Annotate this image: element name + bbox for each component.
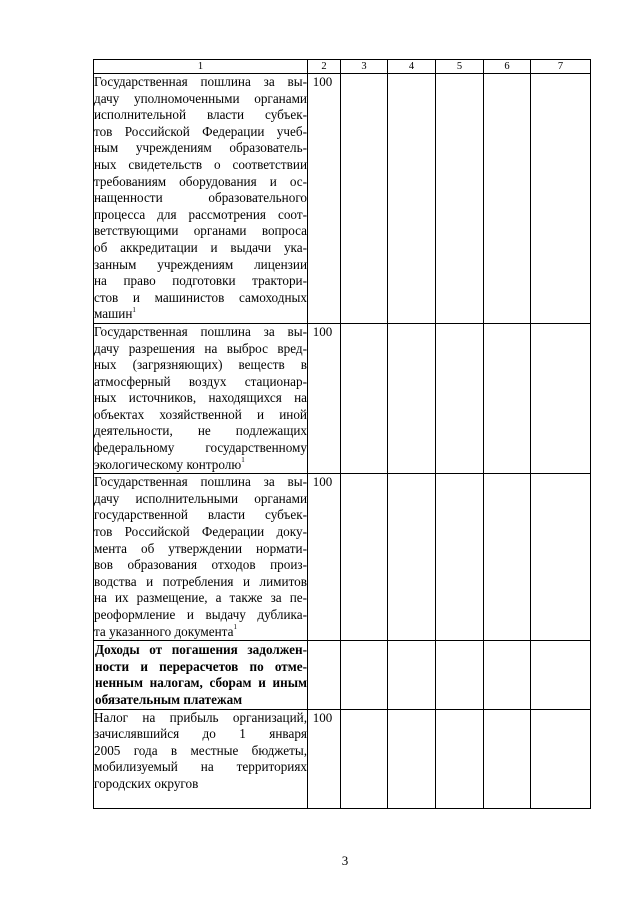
empty-cell-col-7: [531, 641, 591, 709]
description-line: обязательным платежам: [95, 692, 243, 708]
description-line: ветствующими органами вопроса: [94, 223, 307, 239]
description-line: мобилизуемый на территориях: [94, 759, 307, 775]
empty-cell-col-5: [436, 709, 484, 808]
description-line: машин$^1$: [94, 305, 136, 322]
description-line: Доходы от погашения задолжен-: [95, 642, 307, 658]
empty-cell-col-4: [388, 74, 436, 324]
empty-cell-col-4: [388, 641, 436, 709]
empty-cell-col-5: [436, 641, 484, 709]
footnote-marker: 1: [132, 305, 136, 314]
empty-cell-col-4: [388, 323, 436, 473]
empty-cell-col-5: [436, 474, 484, 641]
column-2-value: 100: [308, 709, 341, 808]
description-line: Государственная пошлина за вы-: [94, 474, 307, 490]
empty-cell-col-4: [388, 709, 436, 808]
column-header-2: 2: [308, 60, 341, 74]
description-line: ных источников, находящихся на: [94, 390, 307, 406]
description-line: нащенности образовательного: [94, 190, 307, 206]
empty-cell-col-6: [484, 74, 531, 324]
column-header-3: 3: [341, 60, 388, 74]
description-line: мента об утверждении нормати-: [94, 540, 307, 556]
description-line: тов Российской Федерации доку-: [94, 524, 307, 540]
description-line: исполнительной власти субъек-: [94, 107, 307, 123]
table-row: [94, 323, 591, 473]
description-line: требованиям оборудования и ос-: [94, 173, 307, 189]
empty-cell-col-6: [484, 323, 531, 473]
empty-cell-col-3: [341, 74, 388, 324]
column-header-7: 7: [531, 60, 591, 74]
description-line: городских округов: [94, 776, 199, 791]
description-line: федеральному государственному: [94, 440, 307, 456]
description-line: Налог на прибыль организаций,: [94, 709, 307, 725]
column-2-value: 100: [308, 323, 341, 473]
empty-cell-col-6: [484, 709, 531, 808]
empty-cell-col-7: [531, 74, 591, 324]
description-line: зачислявшийся до 1 января: [94, 726, 307, 742]
description-line: объектах хозяйственной и иной: [94, 406, 307, 422]
empty-cell-col-5: [436, 323, 484, 473]
empty-cell-col-7: [531, 709, 591, 808]
description-line: Государственная пошлина за вы-: [94, 74, 307, 89]
empty-cell-col-7: [531, 323, 591, 473]
page-number: 3: [341, 853, 349, 868]
description-line: Государственная пошлина за вы-: [94, 323, 307, 339]
footnote-marker: 1: [233, 623, 237, 632]
header-row: [94, 60, 591, 74]
description-line: вов образования отходов произ-: [94, 557, 307, 573]
description-line: ных свидетельств о соответствии: [94, 156, 307, 172]
description-line: дачу исполнительными органами: [94, 490, 307, 506]
column-header-6: 6: [484, 60, 531, 74]
description-line: на право подготовки трактори-: [94, 273, 307, 289]
column-2-value: [308, 641, 341, 709]
description-line: государственной власти субъек-: [94, 507, 307, 523]
table-row: [94, 474, 591, 641]
empty-cell-col-6: [484, 641, 531, 709]
description-line: та указанного документа$^1$: [94, 623, 237, 639]
description-line: дачу разрешения на выброс вред-: [94, 340, 307, 356]
description-line: водства и потребления и лимитов: [94, 573, 307, 589]
description-line: дачу уполномоченными органами: [94, 90, 307, 106]
description-line: атмосферный воздух стационар-: [94, 373, 307, 389]
table-body: [94, 74, 591, 809]
description-line: экологическому контролю$^1$: [94, 456, 245, 472]
row-description: [94, 323, 308, 473]
description-line: тов Российской Федерации учеб-: [94, 123, 307, 139]
empty-cell-col-3: [341, 323, 388, 473]
description-line: ным учреждениям образователь-: [94, 140, 307, 156]
row-description: [94, 641, 308, 709]
description-line: на их размещение, а также за пе-: [94, 590, 307, 606]
description-line: 2005 года в местные бюджеты,: [94, 742, 307, 758]
column-2-value: 100: [308, 474, 341, 641]
table-row: [94, 641, 591, 709]
column-header-4: 4: [388, 60, 436, 74]
description-line: деятельности, не подлежащих: [94, 423, 307, 439]
row-description: [94, 474, 308, 641]
description-line: процесса для рассмотрения соот-: [94, 206, 307, 222]
description-line: реоформление и выдачу дублика-: [94, 607, 307, 622]
column-header-5: 5: [436, 60, 484, 74]
budget-table: [93, 59, 591, 809]
empty-cell-col-3: [341, 474, 388, 641]
description-line: стов и машинистов самоходных: [94, 289, 307, 305]
description-line: ненным налогам, сборам и иным: [95, 675, 307, 691]
footnote-marker: 1: [241, 456, 245, 465]
empty-cell-col-7: [531, 474, 591, 641]
empty-cell-col-3: [341, 641, 388, 709]
table-row: [94, 709, 591, 808]
row-description: [94, 74, 308, 324]
column-header-1: 1: [94, 60, 308, 74]
row-description: [94, 709, 308, 808]
column-2-value: 100: [308, 74, 341, 324]
empty-cell-col-4: [388, 474, 436, 641]
table-row: [94, 74, 591, 324]
description-line: об аккредитации и выдачи ука-: [94, 239, 307, 255]
description-line: ности и перерасчетов по отме-: [95, 658, 307, 674]
description-line: занным учреждениям лицензии: [94, 256, 307, 272]
empty-cell-col-3: [341, 709, 388, 808]
empty-cell-col-6: [484, 474, 531, 641]
empty-cell-col-5: [436, 74, 484, 324]
description-line: ных (загрязняющих) веществ в: [94, 357, 307, 373]
